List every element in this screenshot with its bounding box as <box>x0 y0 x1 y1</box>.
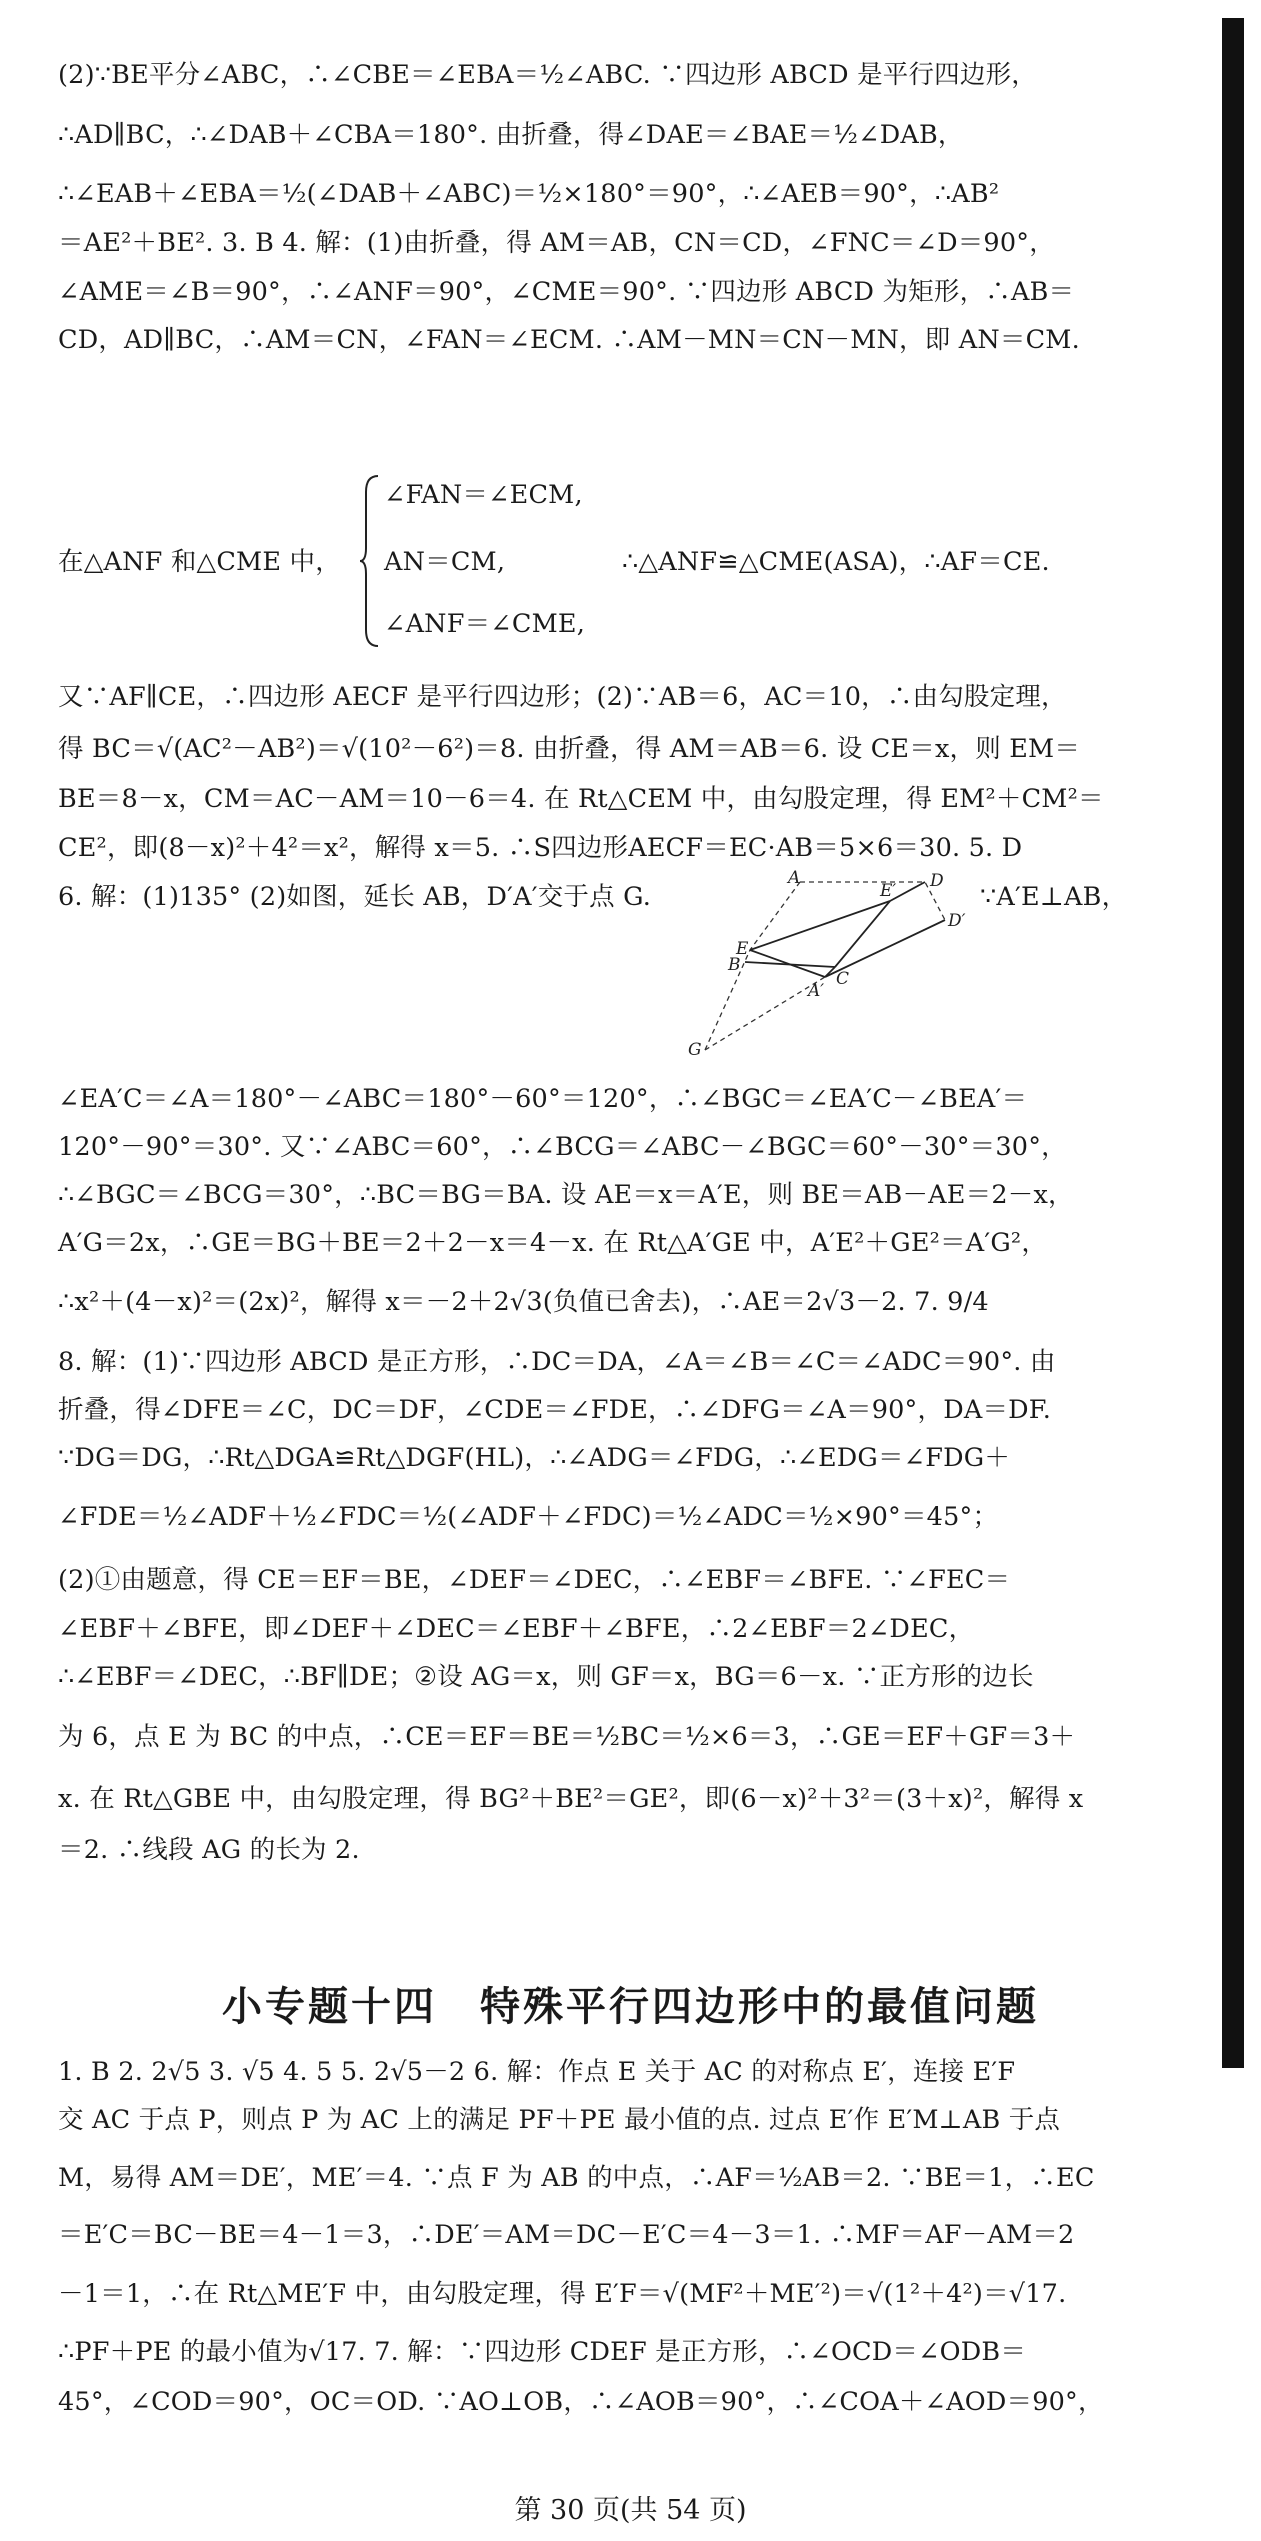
text-line: 折叠，得∠DFE＝∠C，DC＝DF，∠CDE＝∠FDE，∴∠DFG＝∠A＝90°，DA＝DF. <box>58 1395 1052 1425</box>
text-line: ∴∠BGC＝∠BCG＝30°，∴BC＝BG＝BA. 设 AE＝x＝A′E，则 BE＝AB－AE＝2－x， <box>58 1180 1074 1210</box>
figure-label-d: D <box>930 871 944 891</box>
text-line: 45°，∠COD＝90°，OC＝OD. ∵AO⊥OB，∴∠AOB＝90°，∴∠COA＋∠AOD＝90°， <box>58 2387 1104 2417</box>
text-line: ∴x²＋(4－x)²＝(2x)²，解得 x＝－2＋2√3(负值已舍去)，∴AE＝2√3－2. 7. 9/4 <box>58 1287 989 1317</box>
text-line: ∴△ANF≌△CME(ASA)，∴AF＝CE. <box>622 547 1050 577</box>
text-line: 为 6，点 E 为 BC 的中点，∴CE＝EF＝BE＝½BC＝½×6＝3，∴GE＝EF＋GF＝3＋ <box>58 1722 1076 1752</box>
figure-label-e: E <box>736 939 749 959</box>
figure-label-a-prime: A′ <box>808 981 825 1001</box>
geometry-figure <box>680 868 966 1060</box>
text-line: 交 AC 于点 P，则点 P 为 AC 上的满足 PF＋PE 最小值的点. 过点 E′作 E′M⊥AB 于点 <box>58 2105 1061 2135</box>
text-line: ∠AME＝∠B＝90°，∴∠ANF＝90°，∠CME＝90°. ∵四边形 ABCD 为矩形，∴AB＝ <box>58 277 1075 307</box>
text-line: CE²，即(8－x)²＋4²＝x²，解得 x＝5. ∴S四边形AECF＝EC·AB＝5×6＝30. 5. D <box>58 833 1023 863</box>
figure-label-e-prime: E′ <box>880 881 897 901</box>
text-line: ∠EBF＋∠BFE，即∠DEF＋∠DEC＝∠EBF＋∠BFE，∴2∠EBF＝2∠DEC， <box>58 1614 975 1644</box>
text-line: ＝E′C＝BC－BE＝4－1＝3，∴DE′＝AM＝DC－E′C＝4－3＝1. ∴MF＝AF－AM＝2 <box>58 2220 1075 2250</box>
text-line: (2)∵BE平分∠ABC，∴∠CBE＝∠EBA＝½∠ABC. ∵四边形 ABCD 是平行四边形， <box>58 60 1037 90</box>
figure-label-d-prime: D′ <box>948 911 966 931</box>
figure-label-g: G <box>688 1040 702 1060</box>
figure-label-a: A <box>788 868 801 888</box>
text-line: 6. 解：(1)135° (2)如图，延长 AB，D′A′交于点 G. <box>58 882 652 912</box>
text-line: x. 在 Rt△GBE 中，由勾股定理，得 BG²＋BE²＝GE²，即(6－x)²＋3²＝(3＋x)²，解得 x <box>58 1784 1084 1814</box>
text-line: 在△ANF 和△CME 中， <box>58 547 341 577</box>
text-line: A′G＝2x，∴GE＝BG＋BE＝2＋2－x＝4－x. 在 Rt△A′GE 中，A′E²＋GE²＝A′G²， <box>58 1228 1048 1258</box>
text-line: ＝2. ∴线段 AG 的长为 2. <box>58 1835 360 1865</box>
text-line: 又∵AF∥CE，∴四边形 AECF 是平行四边形；(2)∵AB＝6，AC＝10，∴由勾股定理， <box>58 682 1067 712</box>
text-line: 得 BC＝√(AC²－AB²)＝√(10²－6²)＝8. 由折叠，得 AM＝AB＝6. 设 CE＝x，则 EM＝ <box>58 734 1081 764</box>
text-line: M，易得 AM＝DE′，ME′＝4. ∵点 F 为 AB 的中点，∴AF＝½AB＝2. ∵BE＝1，∴EC <box>58 2163 1095 2193</box>
text-line: (2)①由题意，得 CE＝EF＝BE，∠DEF＝∠DEC，∴∠EBF＝∠BFE. ∵∠FEC＝ <box>58 1565 1011 1595</box>
text-line: ∴∠EAB＋∠EBA＝½(∠DAB＋∠ABC)＝½×180°＝90°，∴∠AEB＝90°，∴AB² <box>58 179 1000 209</box>
page-footer: 第 30 页(共 54 页) <box>514 2495 747 2526</box>
text-line: ＝AE²＋BE². 3. B 4. 解：(1)由折叠，得 AM＝AB，CN＝CD，∠FNC＝∠D＝90°， <box>58 228 1055 258</box>
text-line: ∴∠EBF＝∠DEC，∴BF∥DE；②设 AG＝x，则 GF＝x，BG＝6－x. ∵正方形的边长 <box>58 1662 1034 1692</box>
text-line: 8. 解：(1)∵四边形 ABCD 是正方形，∴DC＝DA，∠A＝∠B＝∠C＝∠ADC＝90°. 由 <box>58 1347 1056 1377</box>
text-line: ∵A′E⊥AB， <box>980 882 1128 912</box>
system-row-1: ∠FAN＝∠ECM, <box>384 480 583 510</box>
text-line: BE＝8－x，CM＝AC－AM＝10－6＝4. 在 Rt△CEM 中，由勾股定理，得 EM²＋CM²＝ <box>58 784 1104 814</box>
text-line: ∴AD∥BC，∴∠DAB＋∠CBA＝180°. 由折叠，得∠DAE＝∠BAE＝½∠DAB， <box>58 120 964 150</box>
figure-label-b: B <box>728 955 741 975</box>
text-line: CD，AD∥BC，∴AM＝CN，∠FAN＝∠ECM. ∴AM－MN＝CN－MN，即 AN＝CM. <box>58 325 1080 355</box>
text-line: 120°－90°＝30°. 又∵∠ABC＝60°，∴∠BCG＝∠ABC－∠BGC＝60°－30°＝30°， <box>58 1132 1067 1162</box>
text-line: ∵DG＝DG，∴Rt△DGA≌Rt△DGF(HL)，∴∠ADG＝∠FDG，∴∠EDG＝∠FDG＋ <box>58 1443 1011 1473</box>
text-line: ∠FDE＝½∠ADF＋½∠FDC＝½(∠ADF＋∠FDC)＝½∠ADC＝½×90°＝45°； <box>58 1502 999 1532</box>
system-row-2: AN＝CM, <box>384 547 506 577</box>
section-heading: 小专题十四 特殊平行四边形中的最值问题 <box>222 1984 1039 2030</box>
text-line: ∠EA′C＝∠A＝180°－∠ABC＝180°－60°＝120°，∴∠BGC＝∠EA′C－∠BEA′＝ <box>58 1084 1028 1114</box>
text-line: ∴PF＋PE 的最小值为√17. 7. 解：∵四边形 CDEF 是正方形，∴∠OCD＝∠ODB＝ <box>58 2337 1027 2367</box>
system-row-3: ∠ANF＝∠CME, <box>384 609 585 639</box>
figure-label-c: C <box>836 969 850 989</box>
binding-edge-bar <box>1222 18 1244 2068</box>
text-line: －1＝1，∴在 Rt△ME′F 中，由勾股定理，得 E′F＝√(MF²＋ME′²)＝√(1²＋4²)＝√17. <box>58 2279 1067 2309</box>
text-line: 1. B 2. 2√5 3. √5 4. 5 5. 2√5－2 6. 解：作点 E 关于 AC 的对称点 E′，连接 E′F <box>58 2057 1016 2087</box>
